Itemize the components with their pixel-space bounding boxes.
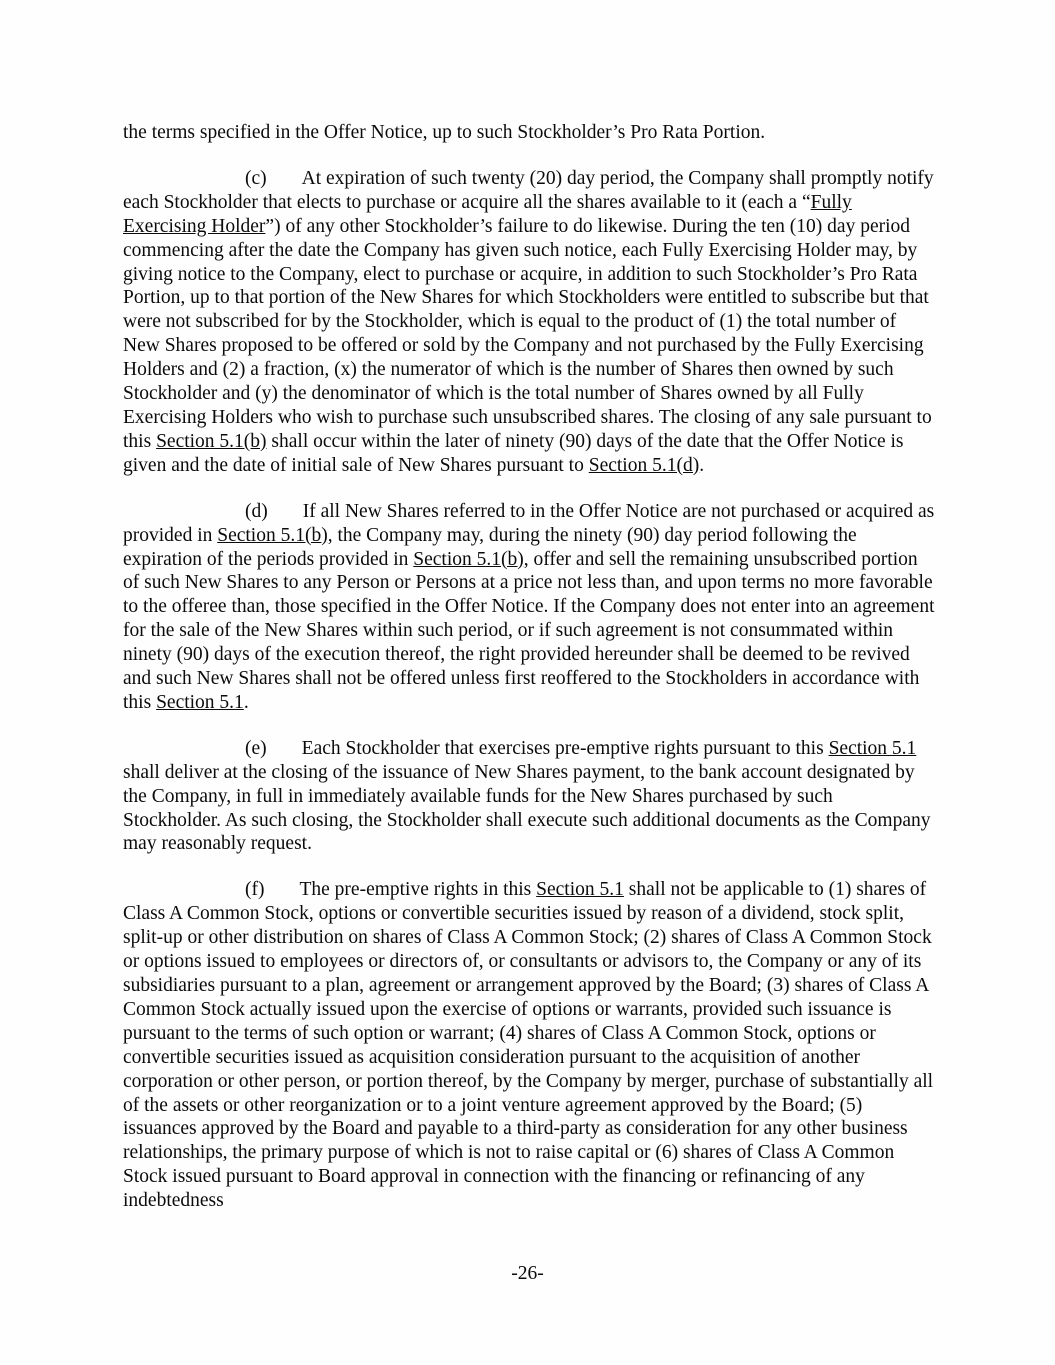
- paragraph-e: [123, 737, 935, 857]
- section-ref: Section 5.1(b): [156, 430, 267, 452]
- section-ref: Section 5.1: [828, 737, 917, 759]
- text-run: The pre-emptive rights in this: [299, 879, 537, 901]
- paragraph-label: (c): [245, 167, 267, 189]
- text-run: If all New Shares referred to in the Offer Notice are not purchased or acquired as provided in: [123, 500, 935, 546]
- document-body: [123, 121, 935, 1213]
- section-ref: Section 5.1(b): [217, 524, 328, 546]
- text-run: , the Company may, during the ninety (90) day period following the expiration of the periods provided in: [123, 524, 857, 570]
- paragraph-c: [123, 167, 935, 478]
- section-ref: Section 5.1(b): [413, 548, 524, 570]
- text-run: At expiration of such twenty (20) day period, the Company shall promptly notify each Stockholder that elects to purchase or acquire all the shares available to it (each a “: [123, 167, 934, 213]
- paragraph-d: [123, 500, 935, 715]
- page-number: -26-: [511, 1263, 544, 1284]
- text-run: shall occur within the later of ninety (90) days of the date that the Offer Notice is given and the date of initial sale of New Shares pursuant to: [123, 430, 904, 476]
- section-ref: Section 5.1: [156, 691, 244, 713]
- section-ref: Section 5.1(d): [588, 454, 700, 476]
- text-run: shall not be applicable to (1) shares of Class A Common Stock, options or convertible securities issued by reason of a dividend, stock split, split-up or other distribution on shares of Class A Common Stock; (2) shares of Class A Common Stock or options issued to employees or directors of, or consultants or advisors to, the Company or any of its subsidiaries pursuant to a plan, agreement or arrangement approved by the Board; (3) shares of Class A Common Stock actually issued upon the exercise of options or warrants, provided such issuance is pursuant to the terms of such option or warrant; (4) shares of Class A Common Stock, options or convertible securities issued as acquisition consideration pursuant to the acquisition of another corporation or other person, or portion thereof, by the Company by merger, purchase of substantially all of the assets or other reorganization or to a joint venture agreement approved by the Board; (5) issuances approved by the Board and payable to a third-party as consideration for any other business relationships, the primary purpose of which is not to raise capital or (6) shares of Class A Common Stock issued pursuant to Board approval in connection with the financing or refinancing of any indebtedness: [123, 879, 934, 1212]
- text-run: , offer and sell the remaining unsubscribed portion of such New Shares to any Person or Persons at a price not less than, and upon terms no more favorable to the offeree than, those specified in the Offer Notice. If the Company does not enter into an agreement for the sale of the New Shares within such period, or if such agreement is not consummated within ninety (90) days of the execution thereof, the right provided hereunder shall be deemed to be revived and such New Shares shall not be offered unless first reoffered to the Stockholders in accordance with this: [123, 548, 935, 713]
- paragraph-label: (d): [245, 500, 268, 522]
- text-run: .: [243, 691, 249, 713]
- paragraph-label: (e): [245, 737, 267, 759]
- text-run: ”) of any other Stockholder’s failure to do likewise. During the ten (10) day period commencing after the date the Company has given such notice, each Fully Exercising Holder may, by giving notice to the Company, elect to purchase or acquire, in addition to such Stockholder’s Pro Rata Portion, up to that portion of the New Shares for which Stockholders were entitled to subscribe but that were not subscribed for by the Stockholder, which is equal to the product of (1) the total number of New Shares proposed to be offered or sold by the Company and not purchased by the Fully Exercising Holders and (2) a fraction, (x) the numerator of which is the number of Shares then owned by such Stockholder and (y) the denominator of which is the total number of Shares owned by all Fully Exercising Holders who wish to purchase such unsubscribed shares. The closing of any sale pursuant to this: [123, 215, 932, 452]
- text-run: Each Stockholder that exercises pre-emptive rights pursuant to this: [301, 737, 829, 759]
- paragraph-f: [123, 878, 935, 1213]
- paragraph-label: (f): [245, 879, 265, 901]
- text-run: shall deliver at the closing of the issuance of New Shares payment, to the bank account designated by the Company, in full in immediately available funds for the New Shares purchased by such Stockholder. As such closing, the Stockholder shall execute such additional documents as the Company may reasonably request.: [123, 761, 931, 855]
- text-run: .: [699, 454, 705, 476]
- section-ref: Section 5.1: [536, 879, 624, 901]
- paragraph-continuation: [123, 121, 935, 145]
- text-run: the terms specified in the Offer Notice, up to such Stockholder’s Pro Rata Portion.: [123, 122, 766, 143]
- defined-term: Fully Exercising Holder: [123, 191, 852, 237]
